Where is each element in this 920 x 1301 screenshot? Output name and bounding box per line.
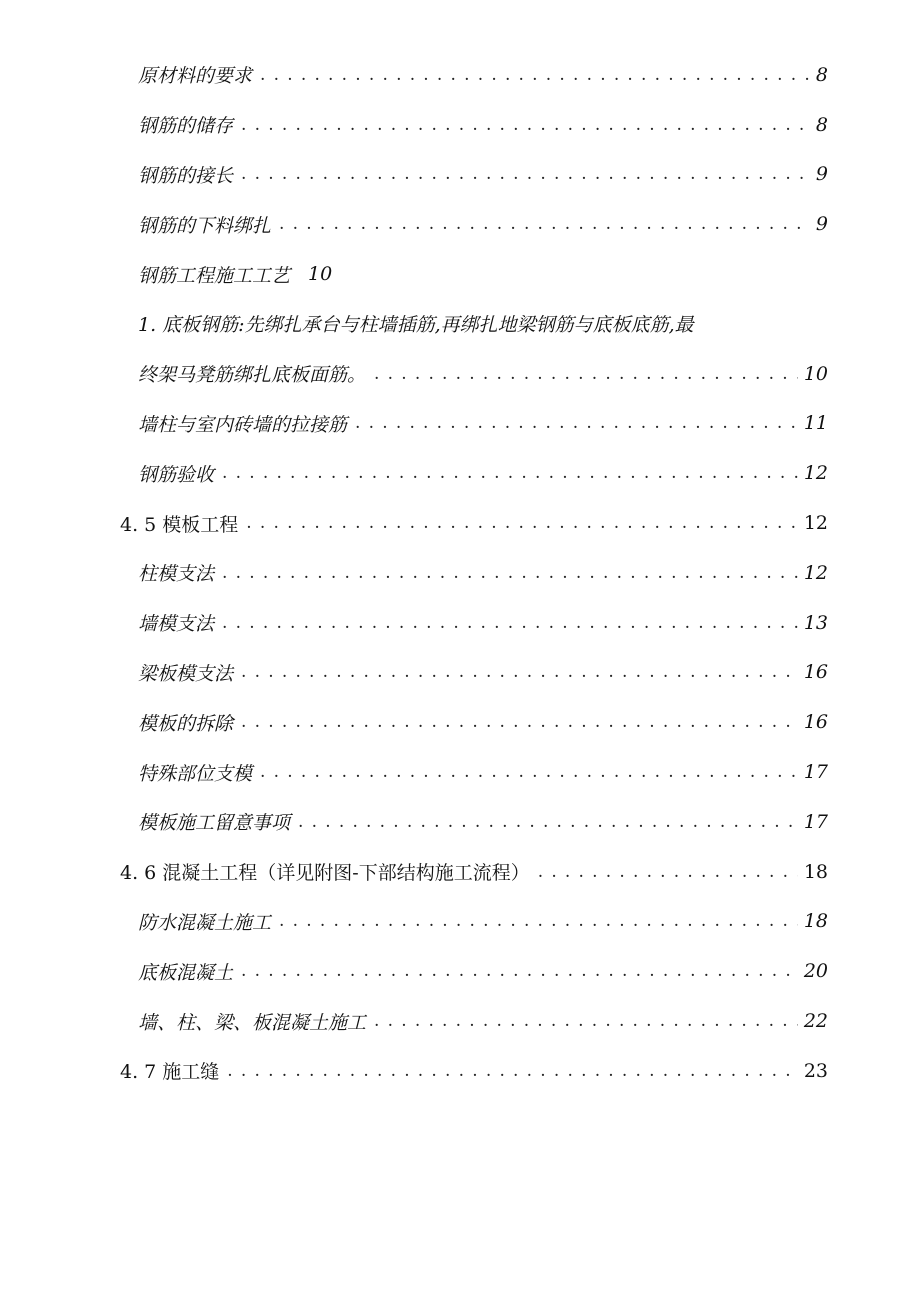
toc-section-entry[interactable]	[0, 847, 920, 897]
toc-entry-title: 钢筋的储存	[138, 115, 234, 138]
toc-entry-page: 12	[803, 512, 828, 535]
toc-entry-title: 原材料的要求	[138, 65, 253, 88]
toc-entry[interactable]	[0, 897, 920, 947]
toc-entry[interactable]	[0, 399, 920, 449]
toc-entry[interactable]	[0, 946, 920, 996]
toc-section-entry[interactable]	[0, 1046, 920, 1096]
toc-entry-title: 模板施工留意事项	[138, 812, 291, 835]
toc-entry[interactable]	[0, 548, 920, 598]
toc-leader-dots	[538, 862, 798, 882]
toc-entry-page: 13	[803, 611, 828, 634]
toc-leader-dots	[260, 65, 810, 85]
toc-entry-page: 9	[815, 213, 828, 236]
toc-entry-page: 16	[803, 711, 828, 734]
toc-entry[interactable]	[0, 598, 920, 648]
toc-entry-page: 17	[803, 810, 828, 833]
toc-leader-dots	[222, 563, 798, 583]
toc-entry-title: 柱模支法	[138, 563, 215, 586]
toc-entry-title: 钢筋的下料绑扎	[138, 214, 272, 237]
toc-entry-page: 17	[803, 761, 828, 784]
toc-entry-page: 22	[803, 1010, 828, 1033]
toc-entry-wrapped-line[interactable]	[0, 299, 920, 349]
toc-entry-page: 20	[803, 960, 828, 983]
toc-entry[interactable]	[0, 100, 920, 150]
toc-leader-dots	[374, 364, 798, 384]
toc-entry[interactable]	[0, 996, 920, 1046]
toc-leader-dots	[260, 762, 798, 782]
toc-entry-title: 墙模支法	[138, 613, 215, 636]
toc-entry-page: 18	[803, 910, 828, 933]
table-of-contents	[0, 50, 920, 1096]
toc-entry-title: 钢筋的接长	[138, 164, 234, 187]
toc-entry-title: 特殊部位支模	[138, 762, 253, 785]
toc-entry-title: 模板的拆除	[138, 712, 234, 735]
toc-entry-page: 8	[815, 113, 828, 136]
toc-leader-dots	[298, 812, 798, 832]
toc-entry-title: 4. 7 施工缝	[120, 1061, 220, 1084]
toc-leader-dots	[222, 613, 798, 633]
toc-leader-dots	[241, 961, 798, 981]
toc-entry-title: 墙、柱、梁、板混凝土施工	[138, 1011, 367, 1034]
toc-leader-dots	[241, 712, 798, 732]
toc-entry-page: 12	[803, 561, 828, 584]
toc-entry-page: 9	[815, 163, 828, 186]
toc-leader-dots	[374, 1011, 798, 1031]
toc-leader-dots	[227, 1061, 798, 1081]
toc-leader-dots	[355, 413, 798, 433]
toc-leader-dots	[241, 164, 810, 184]
toc-leader-dots	[241, 662, 798, 682]
toc-entry-title: 钢筋验收	[138, 463, 215, 486]
toc-leader-dots	[246, 513, 798, 533]
toc-entry[interactable]	[0, 50, 920, 100]
toc-entry[interactable]	[0, 747, 920, 797]
toc-entry[interactable]	[0, 349, 920, 399]
toc-entry-page: 8	[815, 63, 828, 86]
toc-entry-page: 23	[803, 1059, 828, 1082]
toc-entry-page: 10	[308, 263, 333, 286]
toc-leader-dots	[222, 463, 798, 483]
toc-entry-page: 11	[803, 412, 828, 435]
toc-entry-title: 4. 5 模板工程	[120, 513, 239, 536]
toc-leader-dots	[279, 214, 810, 234]
toc-entry-page: 12	[803, 462, 828, 485]
toc-entry-page: 18	[803, 860, 828, 883]
toc-entry[interactable]	[0, 199, 920, 249]
toc-entry-title: 1. 底板钢筋:先绑扎承台与柱墙插筋,再绑扎地梁钢筋与底板底筋,最	[138, 314, 694, 337]
toc-leader-dots	[279, 911, 798, 931]
toc-entry-title: 4. 6 混凝土工程（详见附图-下部结构施工流程）	[120, 862, 530, 885]
toc-entry[interactable]	[0, 150, 920, 200]
toc-section-entry[interactable]	[0, 498, 920, 548]
toc-entry-title: 底板混凝土	[138, 961, 234, 984]
toc-entry-title: 钢筋工程施工工艺	[138, 264, 291, 287]
toc-entry-page: 16	[803, 661, 828, 684]
toc-entry-title: 梁板模支法	[138, 662, 234, 685]
toc-entry[interactable]	[0, 448, 920, 498]
toc-entry[interactable]	[0, 697, 920, 747]
toc-entry[interactable]	[0, 797, 920, 847]
toc-entry[interactable]	[0, 648, 920, 698]
toc-entry-title: 防水混凝土施工	[138, 911, 272, 934]
toc-leader-dots	[241, 115, 810, 135]
toc-entry-page: 10	[803, 362, 828, 385]
toc-entry-title: 墙柱与室内砖墙的拉接筋	[138, 413, 348, 436]
toc-entry-title: 终架马凳筋绑扎底板面筋。	[138, 364, 367, 387]
toc-entry[interactable]	[0, 249, 920, 299]
